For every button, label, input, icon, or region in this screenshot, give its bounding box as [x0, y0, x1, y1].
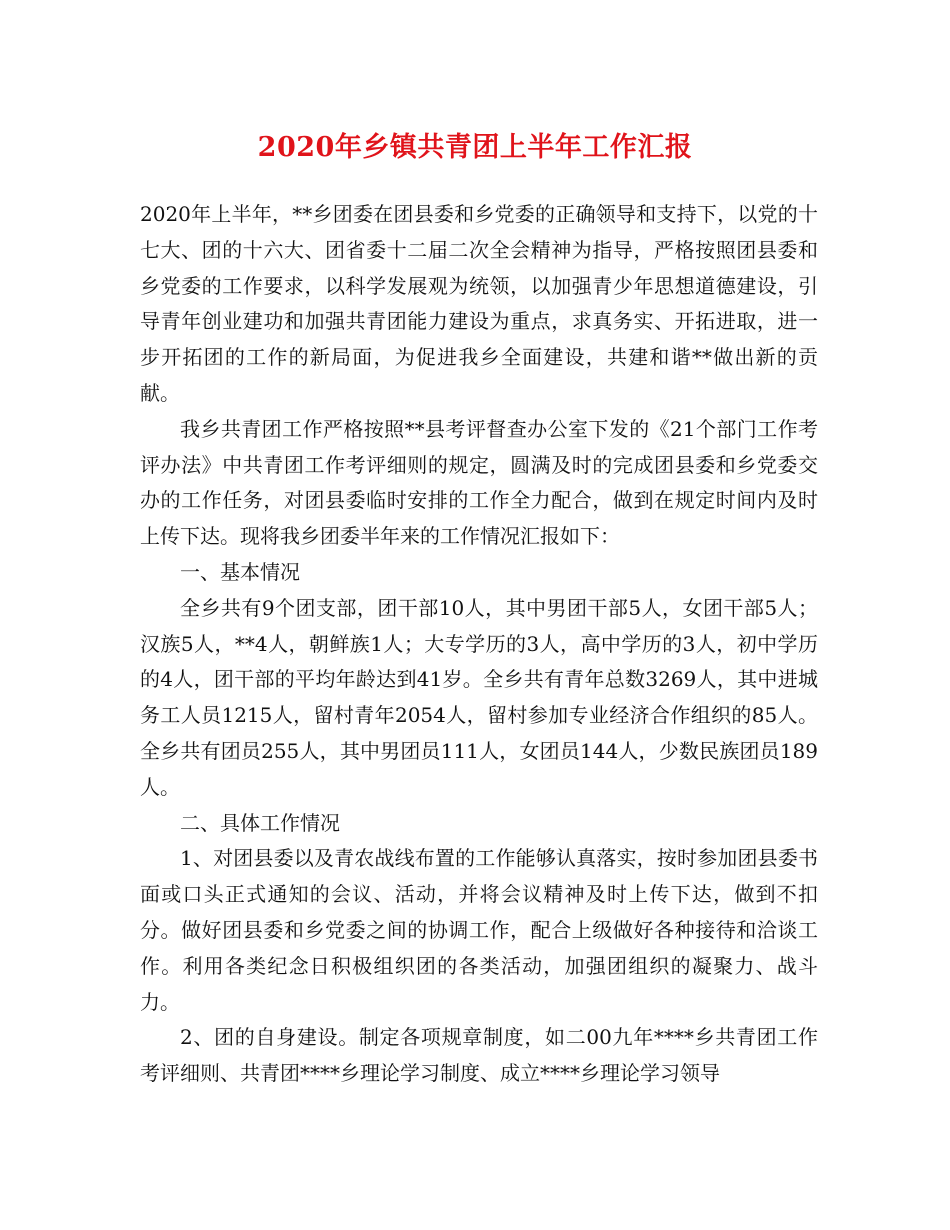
paragraph-overview: 我乡共青团工作严格按照**县考评督查办公室下发的《21个部门工作考评办法》中共青团工作考评细则的规定，圆满及时的完成团县委和乡党委交办的工作任务，对团县委临时安排的工作全力配合，做到在规定时间内及时上传下达。现将我乡团委半年来的工作情况汇报如下：: [140, 416, 818, 549]
paragraph-intro: 2020年上半年，**乡团委在团县委和乡党委的正确领导和支持下，以党的十七大、团的十六大、团省委十二届二次全会精神为指导，严格按照团县委和乡党委的工作要求，以科学发展观为统领，以加强青少年思想道德建设，引导青年创业建功和加强共青团能力建设为重点，求真务实、开拓进取，进一步开拓团的工作的新局面，为促进我乡全面建设，共建和谐**做出新的贡献。: [140, 202, 818, 405]
paragraph-basic-info: 全乡共有9个团支部，团干部10人，其中男团干部5人，女团干部5人；汉族5人，**4人，朝鲜族1人；大专学历的3人，高中学历的3人，初中学历的4人，团干部的平均年龄达到41岁。全乡共有青年总数3269人，其中进城务工人员1215人，留村青年2054人，留村参加专业经济合作组织的85人。全乡共有团员255人，其中男团员111人，女团员144人，少数民族团员189人。: [140, 595, 818, 799]
section-heading-basic: 一、基本情况: [180, 559, 300, 584]
document-title: 2020年乡镇共青团上半年工作汇报: [257, 132, 693, 163]
document-body: [140, 197, 818, 1092]
section-heading-work: 二、具体工作情况: [180, 810, 340, 835]
paragraph-work-item-2: 2、团的自身建设。制定各项规章制度，如二00九年****乡共青团工作考评细则、共青团****乡理论学习制度、成立****乡理论学习领导: [140, 1025, 818, 1086]
paragraph-work-item-1: 1、对团县委以及青农战线布置的工作能够认真落实，按时参加团县委书面或口头正式通知的会议、活动，并将会议精神及时上传下达，做到不扣分。做好团县委和乡党委之间的协调工作，配合上级做好各种接待和洽谈工作。利用各类纪念日积极组织团的各类活动，加强团组织的凝聚力、战斗力。: [140, 846, 818, 1014]
